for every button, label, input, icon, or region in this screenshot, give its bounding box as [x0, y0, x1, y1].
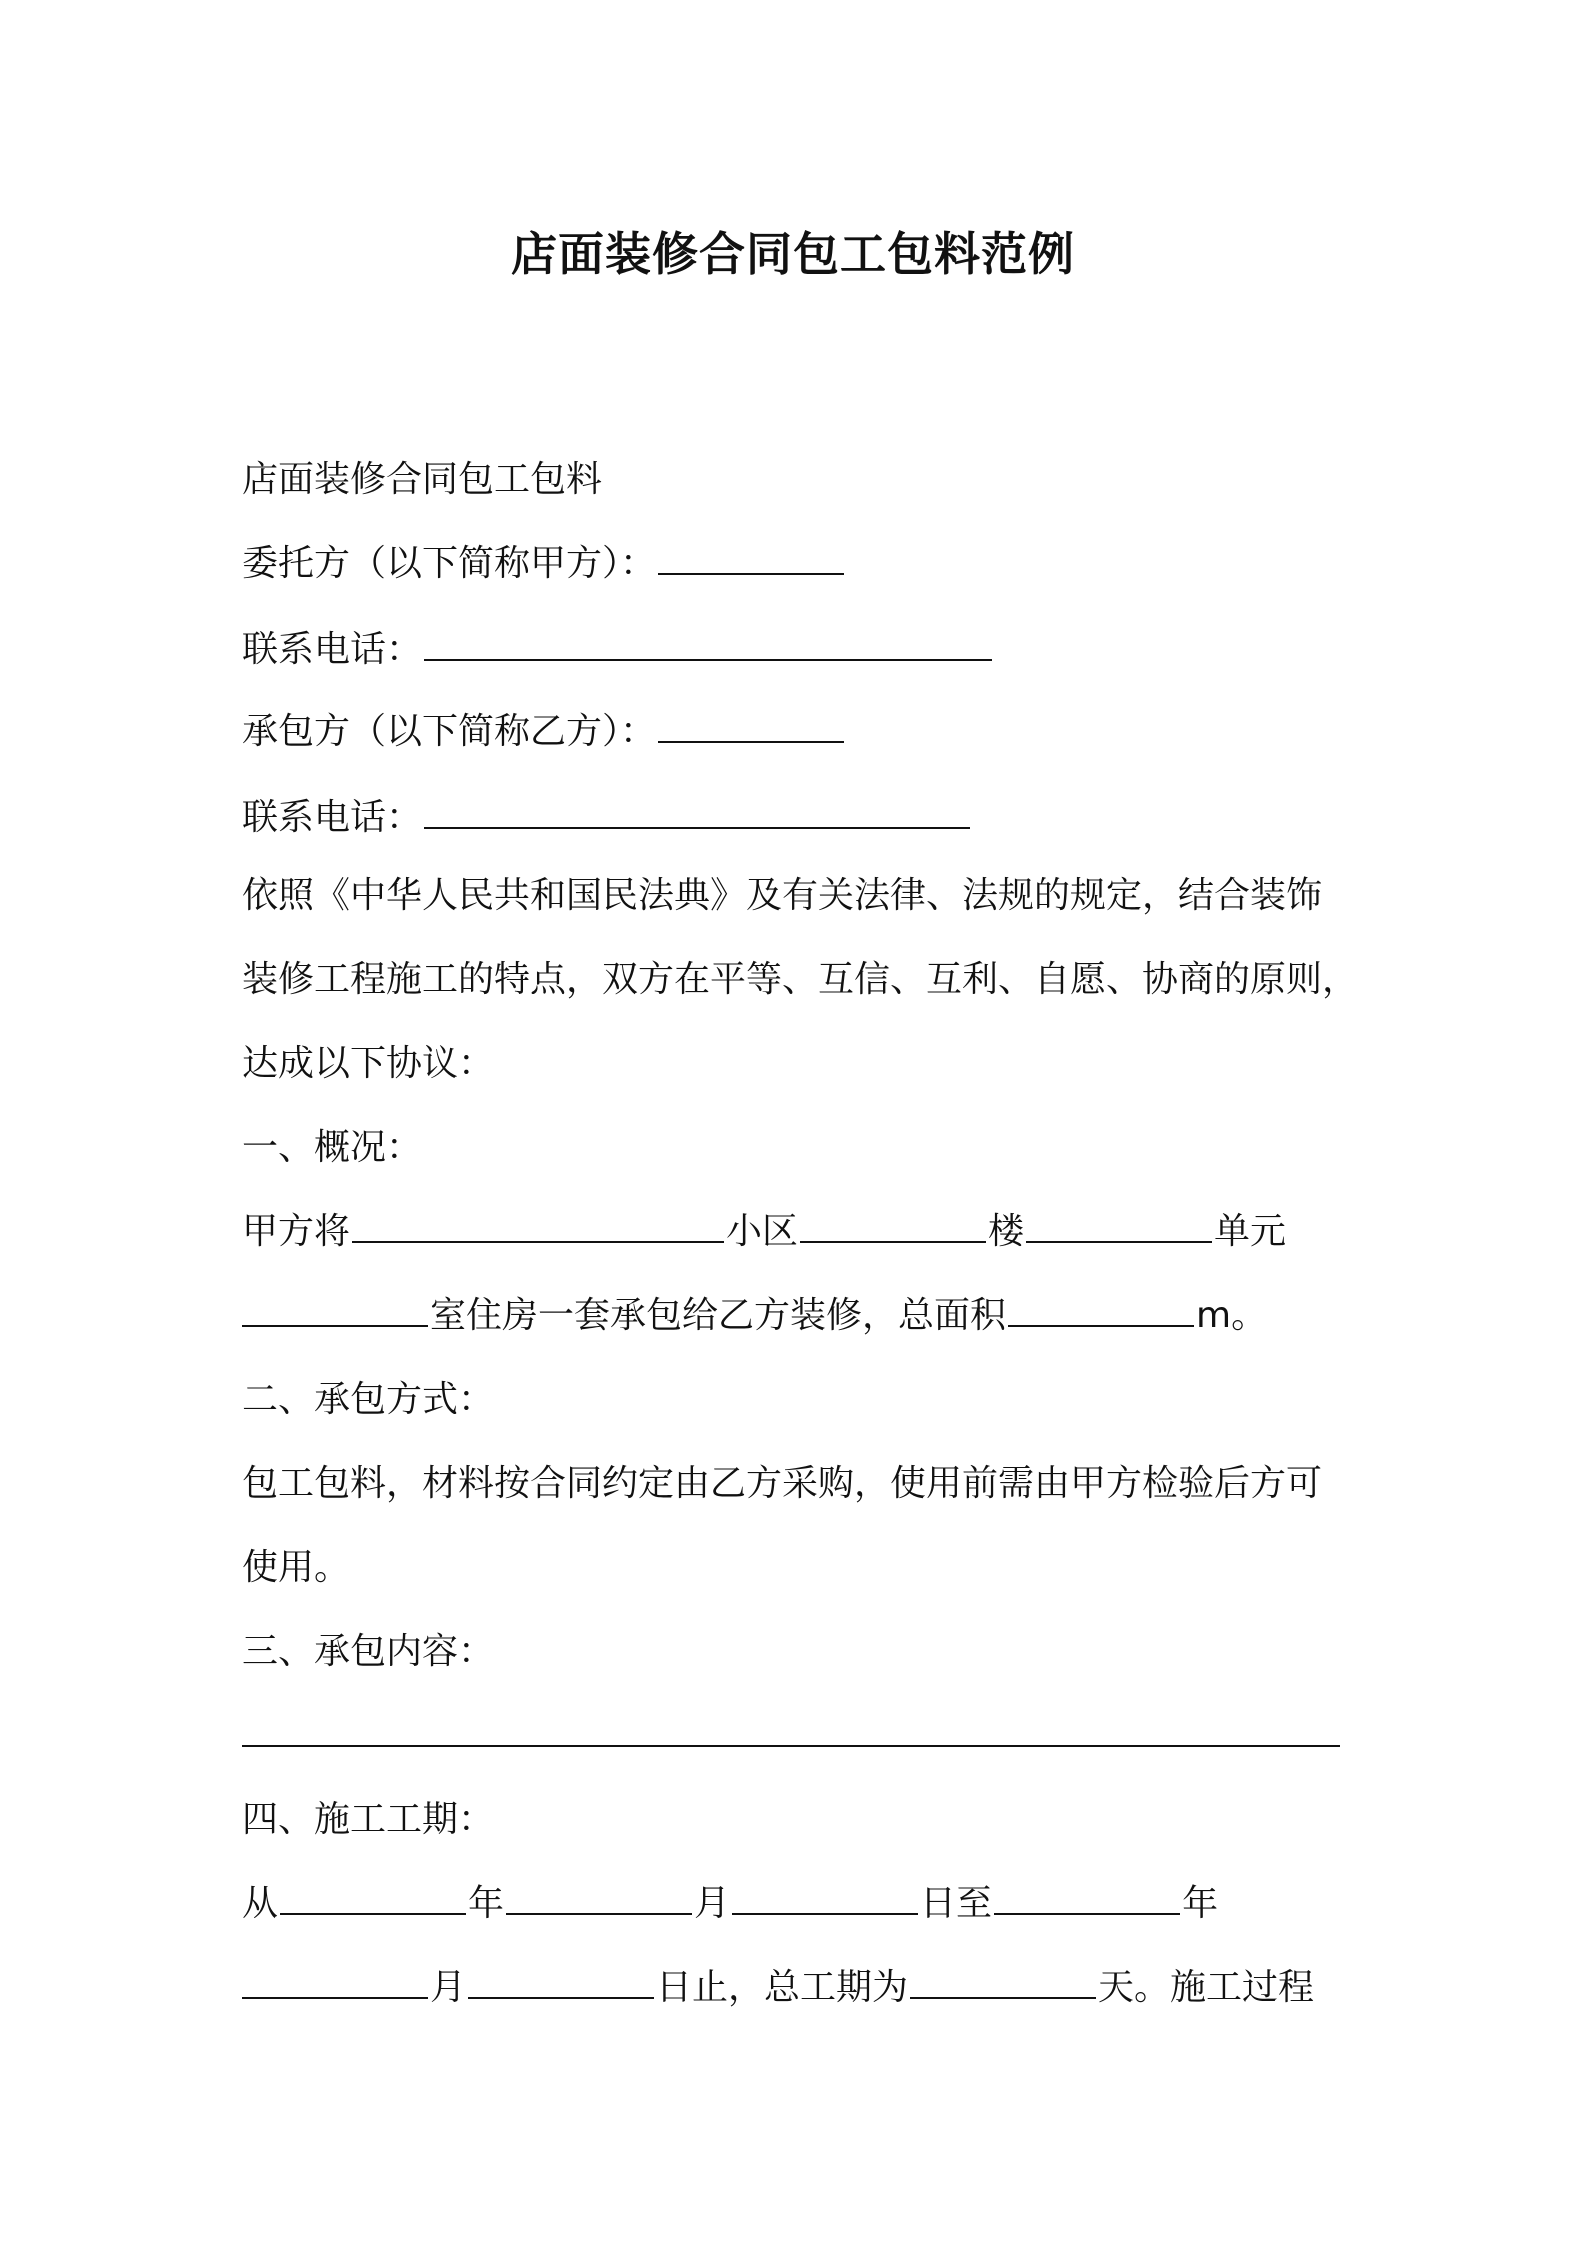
- section-1-line-2: [242, 1292, 1267, 1340]
- s1-text-f: m。: [1196, 1295, 1268, 1336]
- end-day-blank: [468, 1967, 654, 1999]
- start-month-blank: [506, 1883, 692, 1915]
- section-3-blank-line: [242, 1712, 1342, 1760]
- intro-line-1: 依照《中华人民共和国民法典》及有关法律、法规的规定，结合装饰: [242, 875, 1323, 916]
- s1-text-a: 甲方将: [242, 1211, 351, 1252]
- start-day-blank: [732, 1883, 918, 1915]
- section-1-heading: 一、概况：: [242, 1127, 423, 1168]
- room-blank: [242, 1295, 428, 1327]
- s1-text-d: 单元: [1214, 1211, 1287, 1252]
- intro-line-2: 装修工程施工的特点，双方在平等、互信、互利、自愿、协商的原则，: [242, 959, 1359, 1000]
- contract-content-blank: [242, 1715, 1340, 1747]
- s4-day-to: 日至: [920, 1883, 993, 1924]
- contractor-phone-line: [242, 794, 972, 842]
- client-line: [242, 540, 846, 588]
- section-2-line-2: 使用。: [242, 1547, 351, 1588]
- start-year-blank: [280, 1883, 466, 1915]
- section-4-heading: 四、施工工期：: [242, 1799, 495, 1840]
- community-blank: [352, 1211, 724, 1243]
- s1-text-e: 室住房一套承包给乙方装修，总面积: [430, 1295, 1007, 1336]
- contractor-label: 承包方（以下简称乙方）：: [242, 711, 657, 752]
- contractor-line: [242, 708, 846, 756]
- total-days-blank: [910, 1967, 1096, 1999]
- client-name-blank: [658, 543, 844, 575]
- unit-blank: [1026, 1211, 1212, 1243]
- s4-end: 日止，总工期为: [656, 1967, 909, 2008]
- end-year-blank: [994, 1883, 1180, 1915]
- document-title: 店面装修合同包工包料范例: [511, 227, 1075, 281]
- building-blank: [800, 1211, 986, 1243]
- s4-days: 天。施工过程: [1098, 1967, 1315, 2008]
- contractor-phone-label: 联系电话：: [242, 797, 423, 838]
- client-label: 委托方（以下简称甲方）：: [242, 543, 657, 584]
- client-phone-line: [242, 626, 994, 674]
- section-1-line-1: [242, 1208, 1286, 1256]
- end-month-blank: [242, 1967, 428, 1999]
- section-4-line-1: [242, 1880, 1218, 1928]
- s4-month: 月: [694, 1883, 731, 1924]
- document-subtitle: 店面装修合同包工包料: [242, 459, 603, 500]
- intro-line-3: 达成以下协议：: [242, 1043, 495, 1084]
- s4-from: 从: [242, 1883, 279, 1924]
- s4-month-2: 月: [430, 1967, 467, 2008]
- section-2-heading: 二、承包方式：: [242, 1379, 495, 1420]
- client-phone-blank: [424, 629, 992, 661]
- section-4-line-2: [242, 1964, 1314, 2012]
- s4-year: 年: [468, 1883, 505, 1924]
- section-2-line-1: 包工包料，材料按合同约定由乙方采购，使用前需由甲方检验后方可: [242, 1463, 1323, 1504]
- area-blank: [1008, 1295, 1194, 1327]
- client-phone-label: 联系电话：: [242, 629, 423, 670]
- s1-text-c: 楼: [988, 1211, 1025, 1252]
- section-3-heading: 三、承包内容：: [242, 1631, 495, 1672]
- s1-text-b: 小区: [726, 1211, 799, 1252]
- s4-year-2: 年: [1182, 1883, 1219, 1924]
- contractor-name-blank: [658, 711, 844, 743]
- contractor-phone-blank: [424, 797, 970, 829]
